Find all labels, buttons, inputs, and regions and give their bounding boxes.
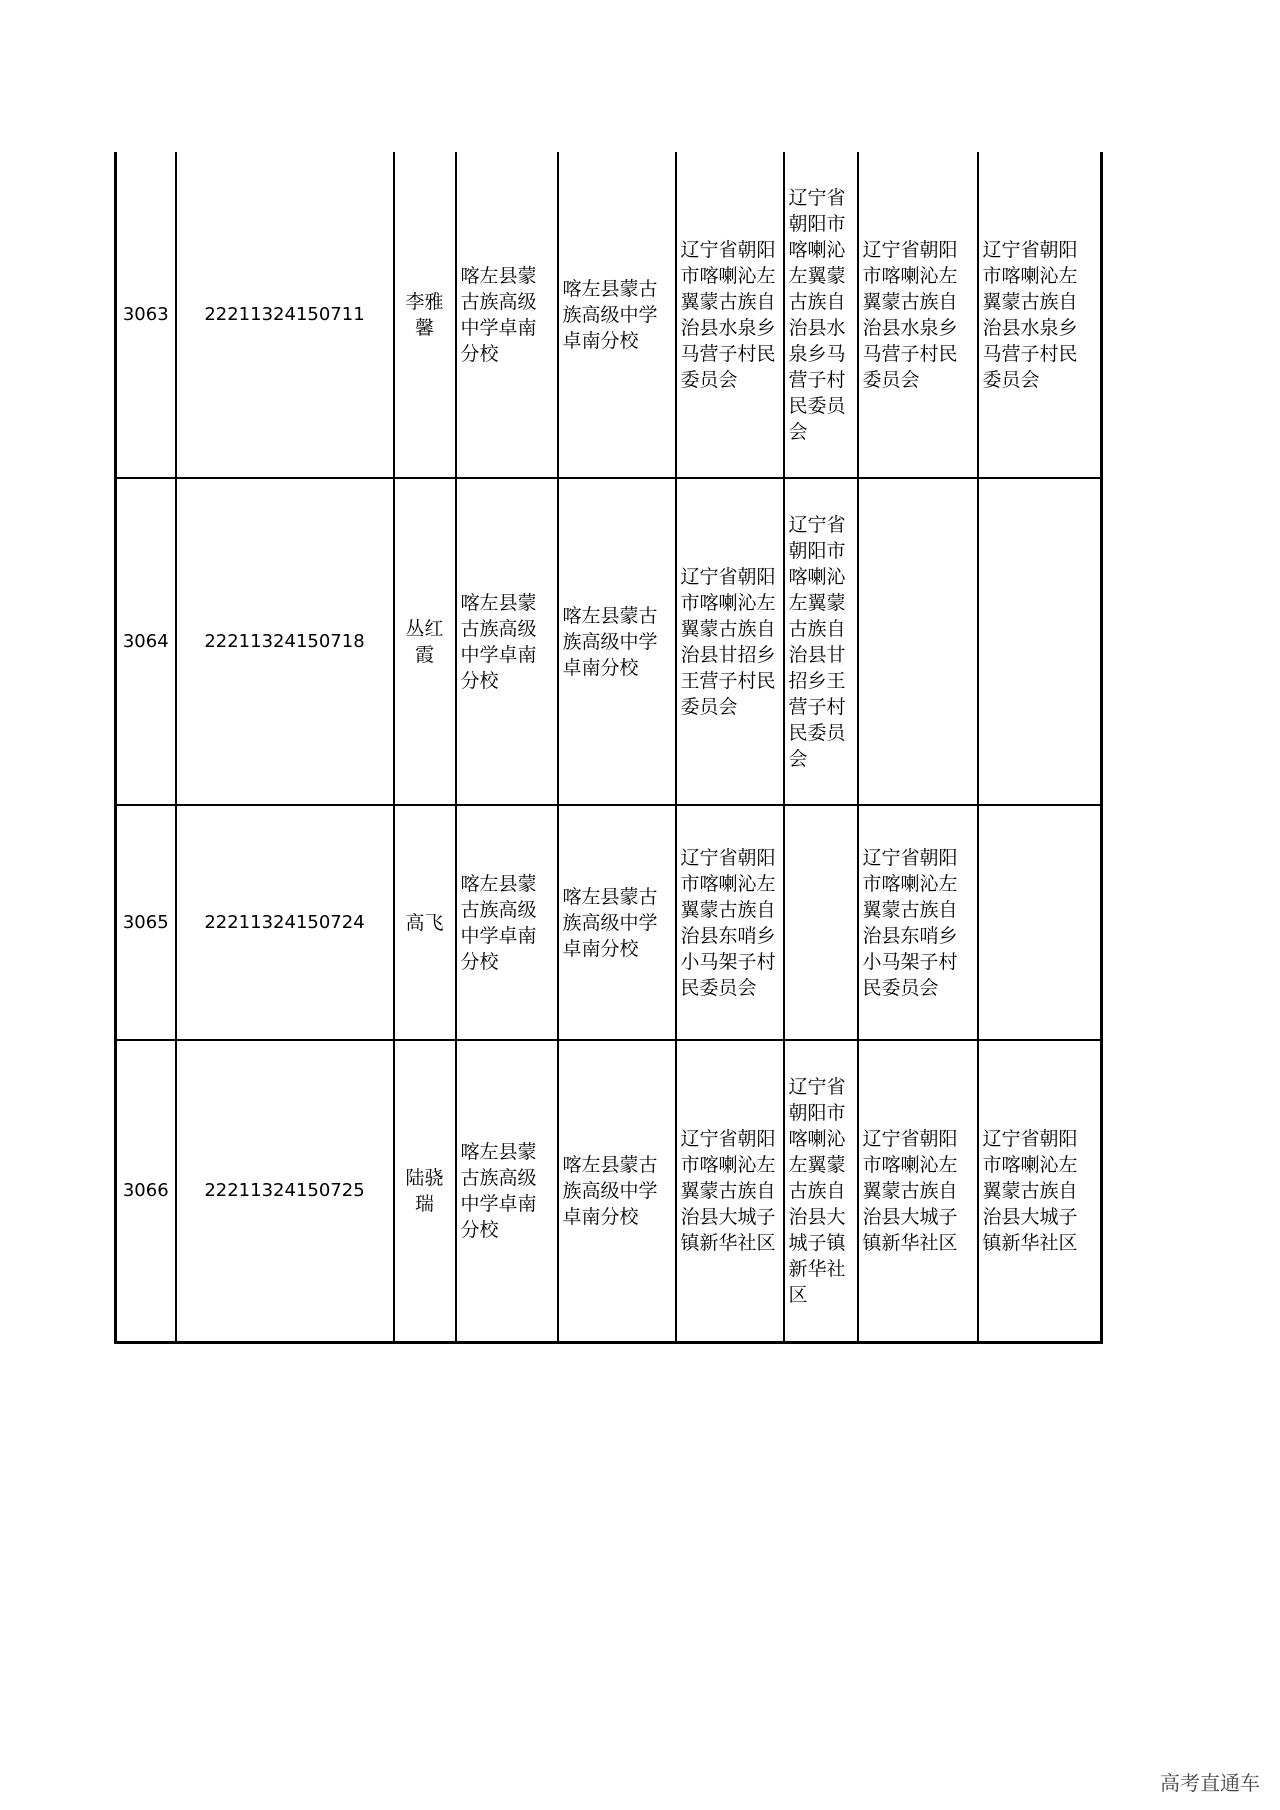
row-index: 3066 — [116, 1040, 176, 1343]
watermark: 高考直通车 — [1160, 1771, 1260, 1795]
address-2: 辽宁省朝阳市喀喇沁左翼蒙古族自治县大城子镇新华社区 — [784, 1040, 858, 1343]
address-1: 辽宁省朝阳市喀喇沁左翼蒙古族自治县东哨乡小马架子村民委员会 — [676, 805, 784, 1040]
address-4: 辽宁省朝阳市喀喇沁左翼蒙古族自治县大城子镇新华社区 — [978, 1040, 1102, 1343]
school-name-2: 喀左县蒙古族高级中学卓南分校 — [558, 805, 676, 1040]
address-3: 辽宁省朝阳市喀喇沁左翼蒙古族自治县水泉乡马营子村民委员会 — [858, 152, 978, 478]
table-row — [116, 478, 1102, 805]
address-2: 辽宁省朝阳市喀喇沁左翼蒙古族自治县水泉乡马营子村民委员会 — [784, 152, 858, 478]
school-name: 喀左县蒙古族高级中学卓南分校 — [456, 152, 558, 478]
school-name: 喀左县蒙古族高级中学卓南分校 — [456, 1040, 558, 1343]
address-4: 辽宁省朝阳市喀喇沁左翼蒙古族自治县水泉乡马营子村民委员会 — [978, 152, 1102, 478]
school-name-2: 喀左县蒙古族高级中学卓南分校 — [558, 152, 676, 478]
address-2: 辽宁省朝阳市喀喇沁左翼蒙古族自治县甘招乡王营子村民委员会 — [784, 478, 858, 805]
student-name: 高飞 — [394, 805, 456, 1040]
address-3: 辽宁省朝阳市喀喇沁左翼蒙古族自治县大城子镇新华社区 — [858, 1040, 978, 1343]
exam-id: 22211324150718 — [176, 478, 394, 805]
row-index: 3063 — [116, 152, 176, 478]
table-row — [116, 1040, 1102, 1343]
address-1: 辽宁省朝阳市喀喇沁左翼蒙古族自治县甘招乡王营子村民委员会 — [676, 478, 784, 805]
table-row — [116, 152, 1102, 478]
student-name: 陆骁瑞 — [394, 1040, 456, 1343]
address-3: 辽宁省朝阳市喀喇沁左翼蒙古族自治县东哨乡小马架子村民委员会 — [858, 805, 978, 1040]
school-name: 喀左县蒙古族高级中学卓南分校 — [456, 805, 558, 1040]
address-2 — [784, 805, 858, 1040]
school-name-2: 喀左县蒙古族高级中学卓南分校 — [558, 1040, 676, 1343]
school-name: 喀左县蒙古族高级中学卓南分校 — [456, 478, 558, 805]
row-index: 3065 — [116, 805, 176, 1040]
address-1: 辽宁省朝阳市喀喇沁左翼蒙古族自治县水泉乡马营子村民委员会 — [676, 152, 784, 478]
row-index: 3064 — [116, 478, 176, 805]
exam-id: 22211324150724 — [176, 805, 394, 1040]
student-name: 丛红霞 — [394, 478, 456, 805]
school-name-2: 喀左县蒙古族高级中学卓南分校 — [558, 478, 676, 805]
address-4 — [978, 478, 1102, 805]
exam-id: 22211324150711 — [176, 152, 394, 478]
record-table — [114, 152, 1103, 1344]
record-table-container — [114, 152, 1103, 1344]
address-4 — [978, 805, 1102, 1040]
table-row — [116, 805, 1102, 1040]
exam-id: 22211324150725 — [176, 1040, 394, 1343]
student-name: 李雅馨 — [394, 152, 456, 478]
address-1: 辽宁省朝阳市喀喇沁左翼蒙古族自治县大城子镇新华社区 — [676, 1040, 784, 1343]
address-3 — [858, 478, 978, 805]
